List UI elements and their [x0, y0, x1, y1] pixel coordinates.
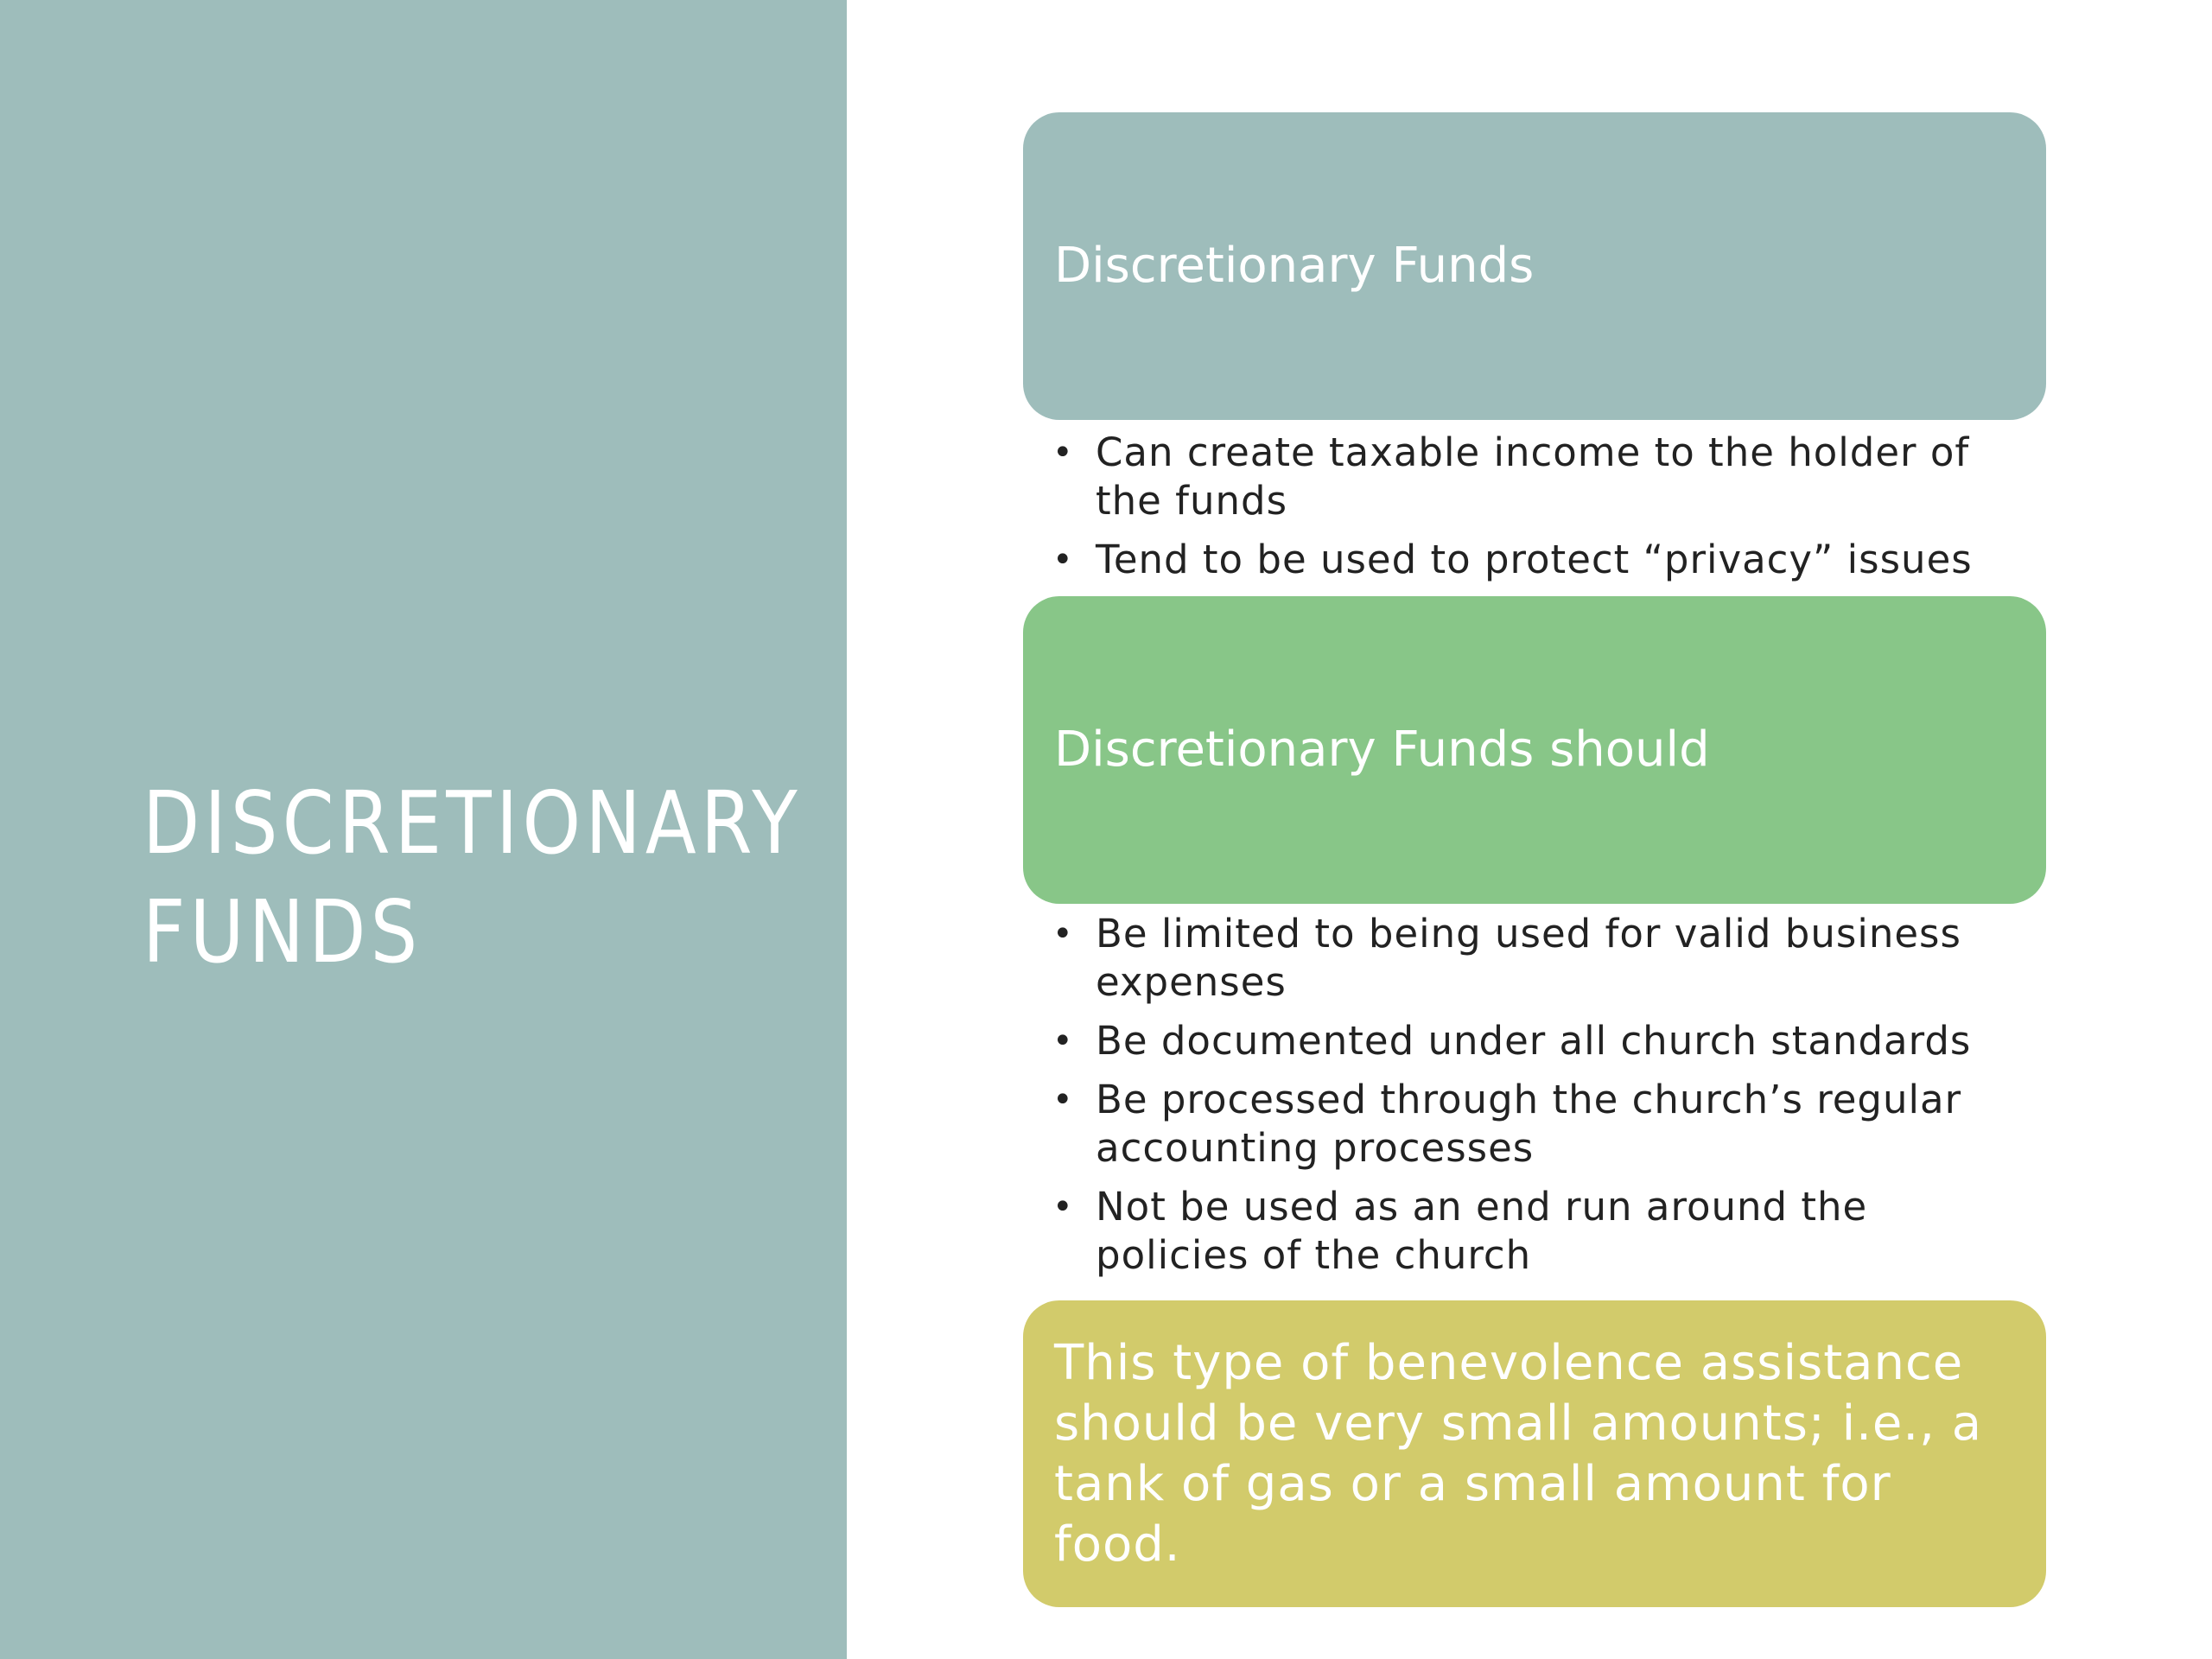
- list-item: • Be documented under all church standards: [1052, 1017, 2029, 1065]
- list-item: • Can create taxable income to the holder of the funds: [1052, 429, 2029, 525]
- slide-title: [143, 769, 802, 987]
- benevolence-note-text: This type of benevolence assistance should be very small amounts; i.e., a tank of gas or a small amount for food.: [1054, 1334, 1983, 1573]
- discretionary-funds-should-bullet-list: [1052, 910, 2029, 1290]
- slide-title-line-2: FUNDS: [143, 881, 423, 982]
- discretionary-funds-bullet-list: [1052, 429, 2029, 594]
- discretionary-funds-box: [1023, 112, 2046, 420]
- slide-title-line-1: DISCRETIONARY: [143, 772, 802, 874]
- list-item: • Be limited to being used for valid business expenses: [1052, 910, 2029, 1007]
- benevolence-note-box: [1023, 1300, 2046, 1607]
- discretionary-funds-heading: Discretionary Funds: [1054, 238, 1535, 294]
- list-item: • Tend to be used to protect “privacy” issues: [1052, 536, 2029, 584]
- list-item: • Not be used as an end run around the policies of the church: [1052, 1183, 2029, 1280]
- list-item: • Be processed through the church’s regular accounting processes: [1052, 1076, 2029, 1173]
- discretionary-funds-should-box: [1023, 596, 2046, 904]
- discretionary-funds-should-heading: Discretionary Funds should: [1054, 721, 1710, 778]
